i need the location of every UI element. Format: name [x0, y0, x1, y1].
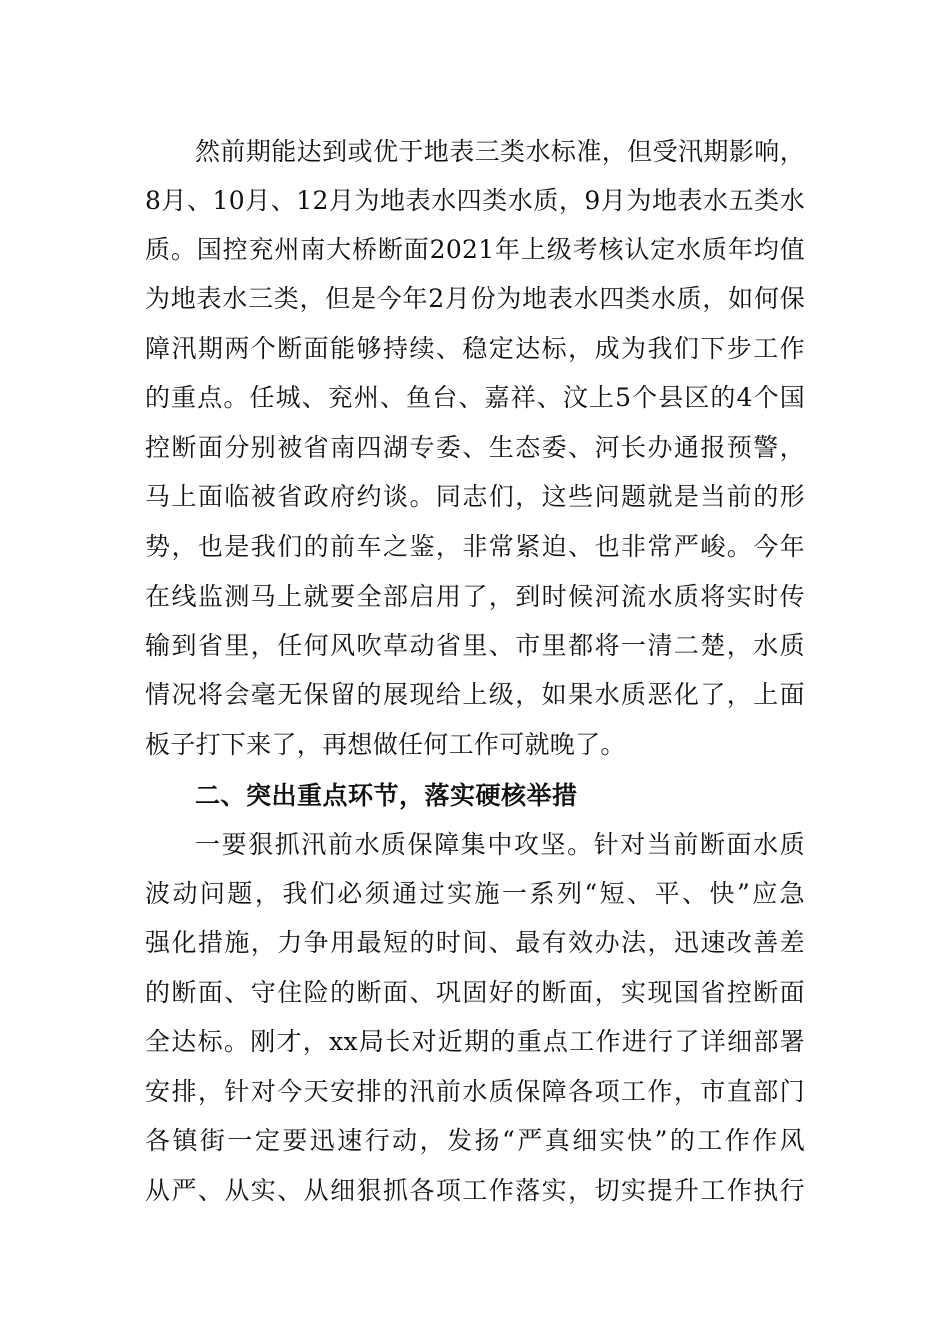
- body-line: 波动问题，我们必须通过实施一系列“短、平、快”应急: [145, 879, 805, 908]
- body-line: 质。国控兖州南大桥断面2021年上级考核认定水质年均值: [145, 235, 805, 264]
- body-line: 强化措施，力争用最短的时间、最有效办法，迅速改善差: [145, 928, 805, 957]
- section-heading: 二、突出重点环节，落实硬核举措: [195, 781, 578, 810]
- body-line: 势，也是我们的前车之鉴，非常紧迫、也非常严峻。今年: [145, 532, 805, 561]
- body-line: 控断面分别被省南四湖专委、生态委、河长办通报预警，: [145, 433, 805, 462]
- body-line: 的重点。任城、兖州、鱼台、嘉祥、汶上5个县区的4个国: [145, 383, 805, 412]
- body-line: 然前期能达到或优于地表三类水标准，但受汛期影响，: [195, 137, 805, 166]
- body-line: 马上面临被省政府约谈。同志们，这些问题就是当前的形: [145, 482, 805, 511]
- body-line: 情况将会毫无保留的展现给上级，如果水质恶化了，上面: [145, 680, 805, 709]
- body-line: 从严、从实、从细狠抓各项工作落实，切实提升工作执行: [145, 1176, 805, 1205]
- body-line: 板子打下来了，再想做任何工作可就晚了。: [145, 730, 626, 759]
- body-line: 8月、10月、12月为地表水四类水质，9月为地表水五类水: [145, 186, 805, 215]
- body-line: 各镇街一定要迅速行动，发扬“严真细实快”的工作作风: [145, 1126, 805, 1155]
- body-line: 一要狠抓汛前水质保障集中攻坚。针对当前断面水质: [195, 830, 805, 859]
- body-line: 障汛期两个断面能够持续、稳定达标，成为我们下步工作: [145, 334, 805, 363]
- body-line: 安排，针对今天安排的汛前水质保障各项工作，市直部门: [145, 1077, 805, 1106]
- body-line: 全达标。刚才，xx局长对近期的重点工作进行了详细部署: [145, 1027, 805, 1056]
- body-line: 在线监测马上就要全部启用了，到时候河流水质将实时传: [145, 582, 805, 611]
- body-line: 为地表水三类，但是今年2月份为地表水四类水质，如何保: [145, 284, 805, 313]
- body-line: 输到省里，任何风吹草动省里、市里都将一清二楚，水质: [145, 631, 805, 660]
- body-line: 的断面、守住险的断面、巩固好的断面，实现国省控断面: [145, 978, 805, 1007]
